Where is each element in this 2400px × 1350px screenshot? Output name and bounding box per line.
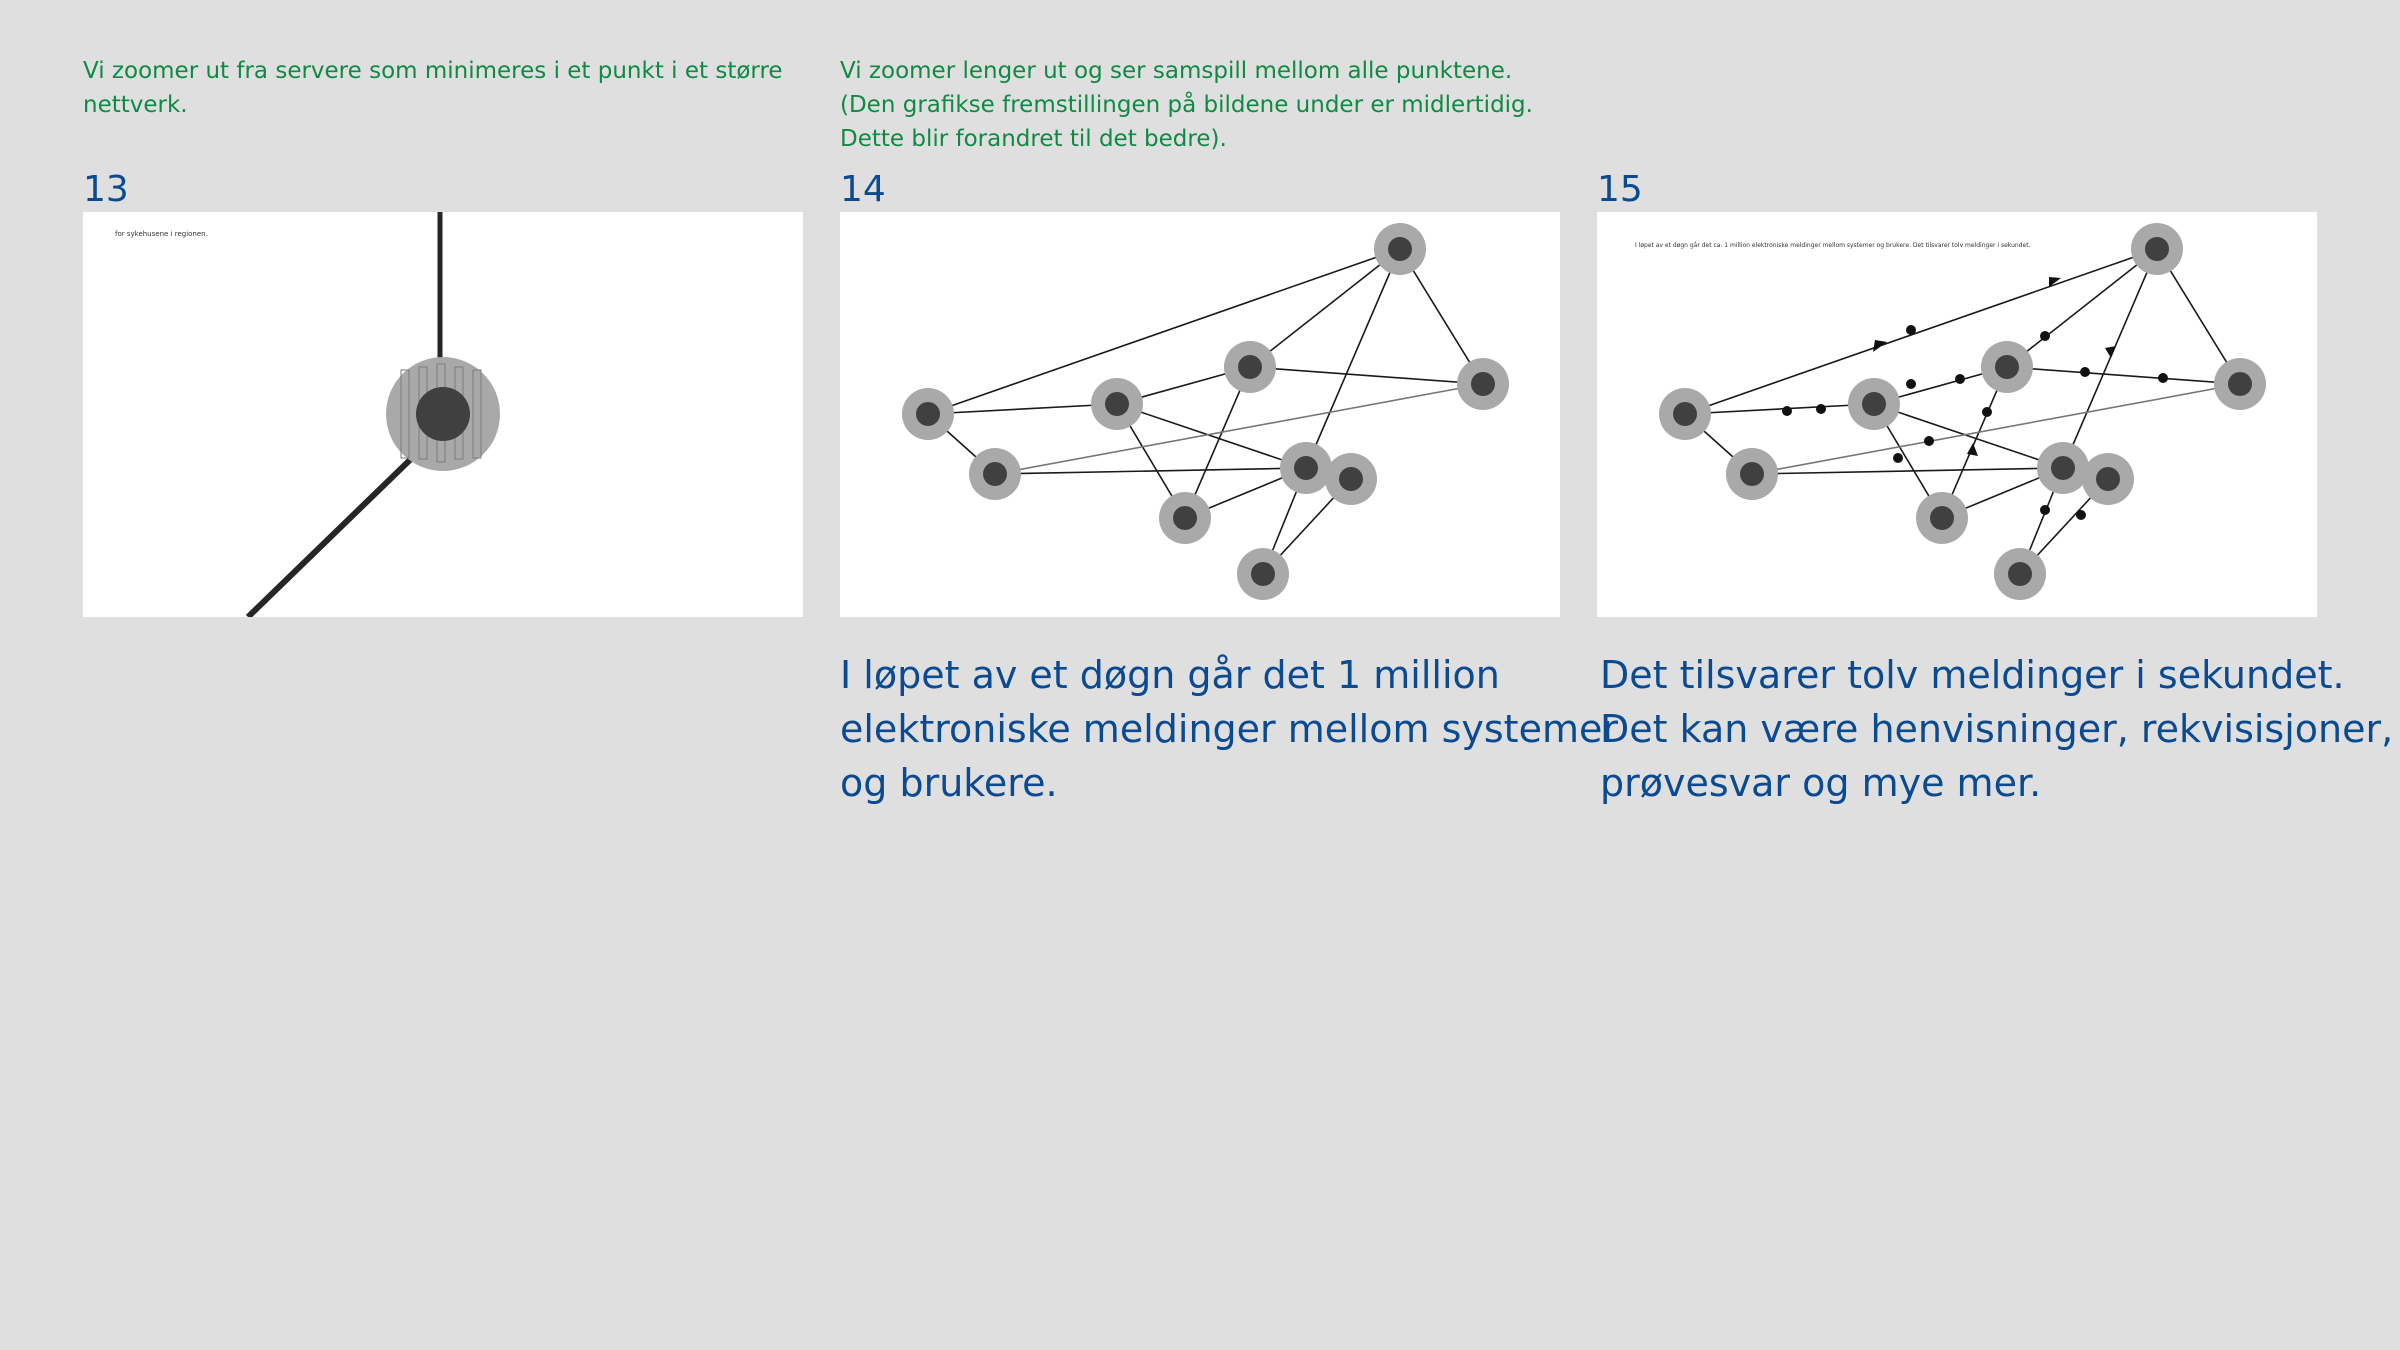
network-edge <box>1752 384 2240 474</box>
network-edge <box>995 384 1483 474</box>
caption-line: prøvesvar og mye mer. <box>1600 761 2042 805</box>
frame-15-number: 15 <box>1597 169 1643 210</box>
frame-13-tiny-text: for sykehusene i regionen. <box>115 230 208 238</box>
caption-line: elektroniske meldinger mellom systemer <box>840 707 1618 751</box>
frame-14-image <box>840 212 1560 617</box>
server-zoom-graphic <box>83 212 803 617</box>
caption-line: Det kan være henvisninger, rekvisisjoner, <box>1600 707 2394 751</box>
note-line: Vi zoomer ut fra servere som minimeres i et punkt i et større <box>83 58 783 84</box>
server-node-inner <box>416 387 470 441</box>
note-line: Vi zoomer lenger ut og ser samspill mellom alle punktene. <box>840 58 1513 84</box>
note-line: (Den grafikse fremstillingen på bildene under er midlertidig. <box>840 92 1533 118</box>
frame-15-image <box>1597 212 2317 617</box>
frame-14-number: 14 <box>840 169 886 210</box>
frame-14-caption <box>840 648 1618 810</box>
frame-15-tiny-text: I løpet av et døgn går det ca. 1 million elektroniske meldinger mellom systemer og brukere. Det tilsvarer tolv meldinger i sekundet. <box>1635 242 2031 249</box>
frame-13-note <box>83 54 783 122</box>
network-line <box>248 457 413 617</box>
network-messages-graphic <box>1597 212 2317 617</box>
frame-13-number: 13 <box>83 169 129 210</box>
frame-14-note <box>840 54 1533 156</box>
caption-line: og brukere. <box>840 761 1058 805</box>
note-line: Dette blir forandret til det bedre). <box>840 126 1227 152</box>
note-line: nettverk. <box>83 92 188 118</box>
caption-line: I løpet av et døgn går det 1 million <box>840 653 1500 697</box>
frame-15-caption <box>1600 648 2393 810</box>
network-graphic <box>840 212 1560 617</box>
caption-line: Det tilsvarer tolv meldinger i sekundet. <box>1600 653 2345 697</box>
frame-13-image <box>83 212 803 617</box>
